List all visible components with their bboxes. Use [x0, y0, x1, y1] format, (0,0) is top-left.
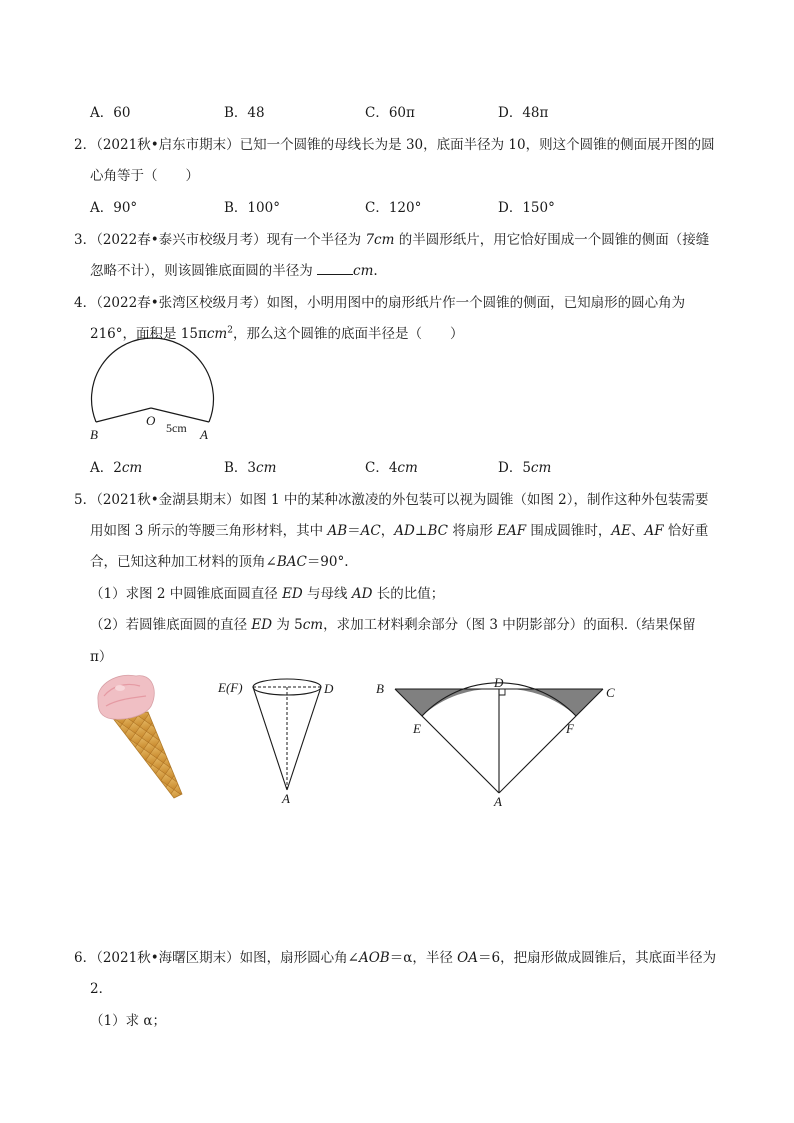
- q1-option-c: C．60π: [365, 105, 415, 121]
- q4-options: [90, 456, 650, 476]
- q2-option-a: A．90°: [90, 200, 138, 216]
- q3-stem-line2: 忽略不计），则该圆锥底面圆的半径为 cm.: [90, 263, 378, 279]
- answer-blank: [317, 261, 353, 275]
- q5-cone-figure: [216, 672, 342, 808]
- q4-option-d: D．5cm: [498, 460, 552, 476]
- q2-option-c: C．120°: [365, 200, 422, 216]
- fig-label-f: F: [566, 721, 574, 736]
- q3-stem-line1: 3．（2022春•泰兴市校级月考）现有一个半径为 7cm 的半圆形纸片，用它恰好围成一个圆锥的侧面（接缝: [74, 232, 710, 248]
- fig-label-length: 5cm: [166, 421, 187, 435]
- q1-option-a: A．60: [90, 105, 131, 121]
- q4-option-b: B．3cm: [224, 460, 277, 476]
- q4-option-c: C．4cm: [365, 460, 418, 476]
- ice-cream-cone-image: [90, 672, 200, 802]
- q5-triangle-figure: [372, 676, 626, 811]
- q1-option-b: B．48: [224, 105, 265, 121]
- q2-stem-line1: 2．（2021秋•启东市期末）已知一个圆锥的母线长为是 30，底面半径为 10，则这个圆锥的侧面展开图的圆: [74, 137, 715, 153]
- fig-label-a: A: [494, 794, 502, 809]
- sector-radius-oa: [151, 408, 209, 422]
- q6-stem-line1: 6．（2021秋•海曙区期末）如图，扇形圆心角∠AOB＝α，半径 OA＝6，把扇形做成圆锥后，其底面半径为: [74, 950, 717, 966]
- fig-label-d: D: [324, 681, 334, 696]
- q2-stem-line2: 心角等于（ ）: [90, 168, 199, 184]
- q5-stem-line3: 合，已知这种加工材料的顶角∠BAC＝90°.: [90, 554, 349, 570]
- fig-label-b: B: [90, 427, 98, 442]
- q2-option-b: B．100°: [224, 200, 280, 216]
- q1-options: [90, 101, 650, 121]
- fig-label-ef: E(F): [218, 680, 243, 695]
- q4-option-a: A．2cm: [90, 460, 143, 476]
- q5-sub2: （2）若圆锥底面圆的直径 ED 为 5cm，求加工材料剩余部分（图 3 中阴影部分）的面积.（结果保留: [90, 617, 696, 633]
- fig-label-a: A: [282, 791, 290, 806]
- fig-label-o: O: [146, 413, 156, 428]
- fig-label-d: D: [494, 675, 504, 690]
- q4-stem-line1: 4．（2022春•张湾区校级月考）如图，小明用图中的扇形纸片作一个圆锥的侧面，已知扇形的圆心角为: [74, 295, 686, 311]
- q1-option-d: D．48π: [498, 105, 549, 121]
- q5-stem-line2: 用如图 3 所示的等腰三角形材料，其中 AB＝AC，AD⊥BC 将扇形 EAF 围成圆锥时，AE、AF 恰好重: [90, 523, 709, 539]
- q6-sub1: （1）求 α；: [90, 1013, 166, 1029]
- cone-body: [112, 712, 182, 798]
- q4-sector-figure: [86, 350, 226, 445]
- q5-sub2-cont: π）: [90, 649, 113, 665]
- fig-label-a: A: [200, 427, 208, 442]
- sector-arc: [92, 338, 214, 422]
- cone-generatrix-ae: [253, 687, 287, 790]
- q5-sub1: （1）求图 2 中圆锥底面圆直径 ED 与母线 AD 长的比值；: [90, 586, 445, 602]
- fig-label-e: E: [413, 721, 421, 736]
- q5-stem-line1: 5．（2021秋•金湖县期末）如图 1 中的某种冰激凌的外包装可以视为圆锥（如图 2），制作这种外包装需要: [74, 492, 709, 508]
- q2-option-d: D．150°: [498, 200, 555, 216]
- fig-label-b: B: [376, 681, 384, 696]
- sector-radius-ob: [96, 408, 151, 422]
- fig-label-c: C: [606, 685, 615, 700]
- side-ac: [499, 689, 603, 793]
- shaded-region-right: [499, 689, 603, 716]
- cone-generatrix-ad: [287, 687, 321, 790]
- shaded-region-left: [395, 689, 499, 716]
- q6-stem-line2: 2．: [90, 981, 113, 997]
- q2-options: [90, 196, 650, 216]
- q4-stem-line2: 216°，面积是 15πcm$^2$，那么这个圆锥的底面半径是（ ）: [90, 325, 464, 342]
- side-ab: [395, 689, 499, 793]
